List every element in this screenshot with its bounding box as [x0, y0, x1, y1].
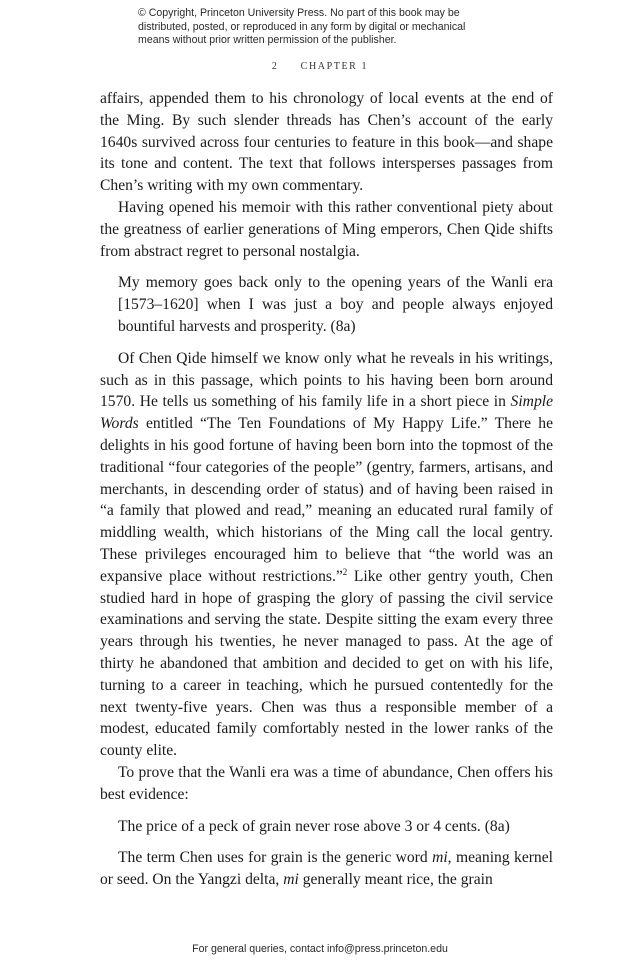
text-run: entitled “The Ten Foundations of My Happy Life.” There he delights in his good fortune of having been born into the topmost of the traditional “four categories of the people” (gentry, farmers, artisans, and merchants, in descending order of status) and of having been raised in “a family that plowed and read,” meaning an educated rural family of middling wealth, which historians of the Ming call the local gentry. These privileges encouraged him to believe that “the world was an expansive place without restrictions.”	[100, 415, 553, 585]
page-number: 2	[271, 61, 279, 72]
copyright-line: means without prior written permission of the publisher.	[138, 34, 397, 47]
footer-contact: For general queries, contact info@press.princeton.edu	[192, 943, 448, 955]
text-run: Of Chen Qide himself we know only what he reveals in his writings, such as in this passage, which points to his having been born around 1570. He tells us something of his family life in a short piece in	[100, 349, 553, 411]
text-run: , meaning kernel or seed. On the Yangzi delta,	[100, 849, 553, 889]
paragraph	[100, 847, 553, 891]
copyright-line: distributed, posted, or reproduced in any form by digital or mechanical	[138, 20, 466, 33]
paragraph	[100, 348, 553, 762]
book-title: Simple Words	[100, 393, 553, 433]
paragraph: Having opened his memoir with this rather conventional piety about the greatness of earlier generations of Ming emperors, Chen Qide shifts from abstract regret to personal nostalgia.	[100, 198, 553, 260]
paragraph: affairs, appended them to his chronology of local events at the end of the Ming. By such slender threads has Chen’s account of the early 1640s survived across four centuries to feature in this book—and shape its tone and content. The text that follows intersperses passages from Chen’s writing with my own commentary.	[100, 90, 553, 195]
paragraph: To prove that the Wanli era was a time of abundance, Chen offers his best evidence:	[100, 763, 553, 803]
running-head	[0, 61, 640, 72]
copyright-line: © Copyright, Princeton University Press. No part of this book may be	[138, 7, 460, 19]
text-run: generally meant rice, the grain	[298, 871, 493, 889]
page-body	[100, 88, 553, 891]
term-mi: mi	[432, 849, 448, 867]
text-run: The term Chen uses for grain is the generic word	[118, 849, 433, 867]
block-quote: The price of a peck of grain never rose above 3 or 4 cents. (8a)	[118, 817, 510, 835]
block-quote: My memory goes back only to the opening years of the Wanli era [1573–1620] when I was just a boy and people always enjoyed bountiful harvests and prosperity. (8a)	[118, 274, 553, 335]
footnote-ref[interactable]: 2	[342, 566, 348, 577]
copyright-notice	[138, 7, 518, 48]
term-mi: mi	[283, 871, 299, 889]
chapter-label: CHAPTER 1	[300, 61, 369, 72]
text-run: Like other gentry youth, Chen studied hard in hope of grasping the glory of passing the civil service examinations and serving the state. Despite sitting the exam every three years through his twenties, he never managed to pass. At the age of thirty he abandoned that ambition and decided to get on with his life, turning to a career in teaching, which he pursued contentedly for the next twenty-five years. Chen was thus a responsible member of a modest, educated family comfortably nested in the lower ranks of the county elite.	[100, 567, 554, 760]
